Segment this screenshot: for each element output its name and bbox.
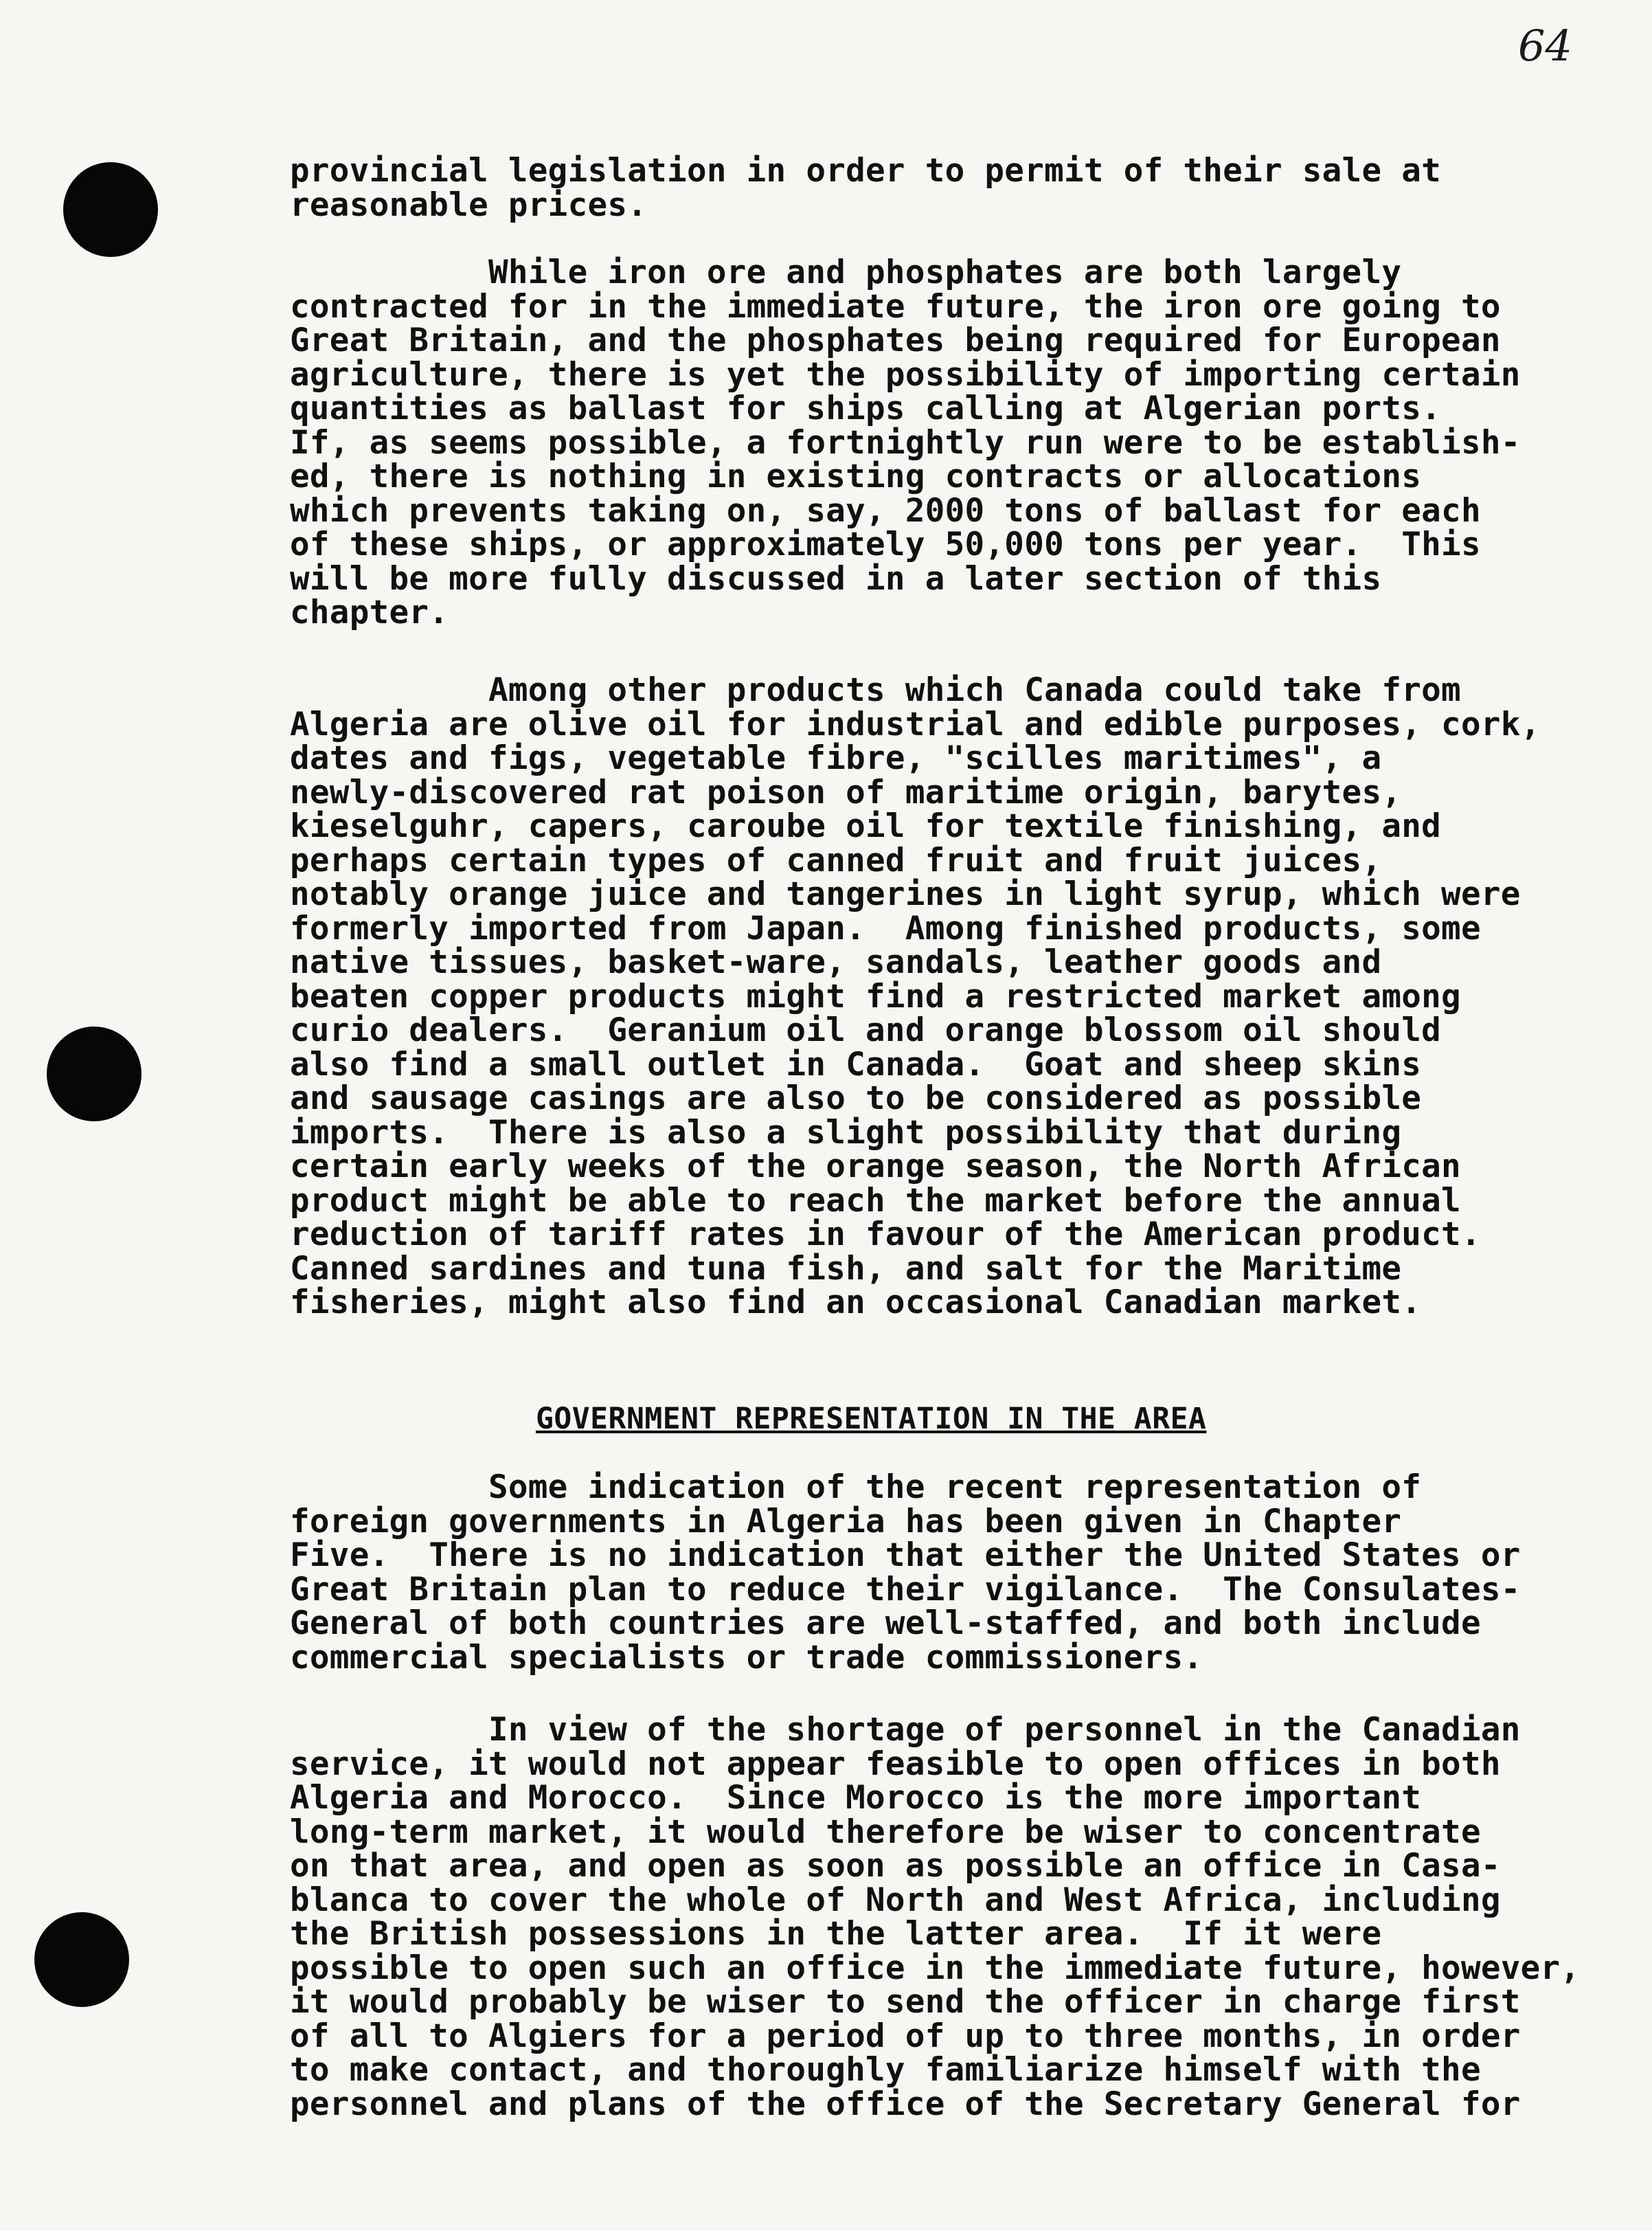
text-line: the British possessions in the latter area. If it were — [290, 1915, 1382, 1953]
paragraph — [290, 256, 1616, 630]
text-line: notably orange juice and tangerines in light syrup, which were — [290, 875, 1521, 913]
text-line: native tissues, basket-ware, sandals, leather goods and — [290, 943, 1382, 981]
text-line: agriculture, there is yet the possibility of importing certain — [290, 355, 1521, 394]
text-line: on that area, and open as soon as possible an office in Casa- — [290, 1847, 1501, 1885]
paragraph — [290, 1713, 1616, 2121]
text-line: also find a small outlet in Canada. Goat and sheep skins — [290, 1045, 1422, 1084]
text-line: and sausage casings are also to be considered as possible — [290, 1079, 1422, 1117]
text-line: which prevents taking on, say, 2000 tons of ballast for each — [290, 491, 1481, 530]
text-line: curio dealers. Geranium oil and orange blossom oil should — [290, 1011, 1442, 1049]
text-line: Great Britain plan to reduce their vigilance. The Consulates- — [290, 1570, 1521, 1608]
text-line: blanca to cover the whole of North and West Africa, including — [290, 1881, 1501, 1919]
text-line: to make contact, and thoroughly familiarize himself with the — [290, 2051, 1481, 2089]
text-line: quantities as ballast for ships calling at Algerian ports. — [290, 390, 1442, 427]
text-line: If, as seems possible, a fortnightly run were to be establish- — [290, 423, 1521, 462]
text-line: fisheries, might also find an occasional Canadian market. — [290, 1283, 1422, 1321]
text-line: service, it would not appear feasible to open offices in both — [290, 1745, 1501, 1783]
text-line: Some indication of the recent representation of — [290, 1468, 1422, 1506]
text-line: dates and figs, vegetable fibre, "scilles maritimes", a — [290, 739, 1382, 777]
paragraph — [290, 1468, 1616, 1677]
text-line: certain early weeks of the orange season, the North African — [290, 1147, 1461, 1185]
punch-hole — [34, 1912, 129, 2007]
text-line: In view of the shortage of personnel in the Canadian — [290, 1711, 1521, 1749]
text-line: kieselguhr, capers, caroube oil for textile finishing, and — [290, 807, 1442, 845]
text-line: personnel and plans of the office of the Secretary General for — [290, 2085, 1521, 2123]
text-line: provincial legislation in order to permit of their sale at — [290, 152, 1442, 190]
text-line: contracted for in the immediate future, the iron ore going to — [290, 287, 1501, 326]
paragraph — [290, 673, 1616, 1320]
text-line: foreign governments in Algeria has been given in Chapter — [290, 1502, 1402, 1540]
paragraph — [290, 154, 1616, 222]
text-line: commercial specialists or trade commissioners. — [290, 1638, 1203, 1677]
text-line: product might be able to reach the market before the annual — [290, 1181, 1461, 1220]
text-line: of all to Algiers for a period of up to three months, in order — [290, 2017, 1521, 2055]
text-line: possible to open such an office in the immediate future, however, — [290, 1949, 1581, 1987]
text-line: long-term market, it would therefore be wiser to concentrate — [290, 1813, 1481, 1851]
text-line: reasonable prices. — [290, 186, 648, 224]
text-line: Canned sardines and tuna fish, and salt for the Maritime — [290, 1249, 1402, 1288]
text-line: imports. There is also a slight possibility that during — [290, 1113, 1402, 1152]
text-line: ed, there is nothing in existing contracts or allocations — [290, 458, 1422, 495]
page-number: 64 — [1518, 21, 1572, 71]
text-line: Algeria are olive oil for industrial and edible purposes, cork, — [290, 705, 1541, 743]
section-heading: GOVERNMENT REPRESENTATION IN THE AREA — [536, 1402, 1207, 1436]
text-line: Great Britain, and the phosphates being required for European — [290, 322, 1501, 359]
text-line: newly-discovered rat poison of maritime origin, barytes, — [290, 773, 1402, 811]
text-line: will be more fully discussed in a later section of this — [290, 559, 1382, 598]
text-line: reduction of tariff rates in favour of the American product. — [290, 1215, 1481, 1253]
punch-hole — [63, 162, 158, 257]
text-line: Among other products which Canada could take from — [290, 671, 1461, 709]
text-line: Algeria and Morocco. Since Morocco is the more important — [290, 1779, 1422, 1817]
text-line: chapter. — [290, 594, 449, 631]
text-line: it would probably be wiser to send the officer in charge first — [290, 1983, 1521, 2021]
text-line: formerly imported from Japan. Among finished products, some — [290, 909, 1481, 948]
text-line: of these ships, or approximately 50,000 tons per year. This — [290, 526, 1481, 563]
text-line: While iron ore and phosphates are both largely — [290, 254, 1402, 291]
punch-hole — [47, 1027, 142, 1121]
text-line: beaten copper products might find a restricted market among — [290, 977, 1461, 1016]
text-line: General of both countries are well-staffed, and both include — [290, 1604, 1481, 1642]
text-line: Five. There is no indication that either the United States or — [290, 1536, 1521, 1574]
text-line: perhaps certain types of canned fruit and fruit juices, — [290, 841, 1382, 879]
